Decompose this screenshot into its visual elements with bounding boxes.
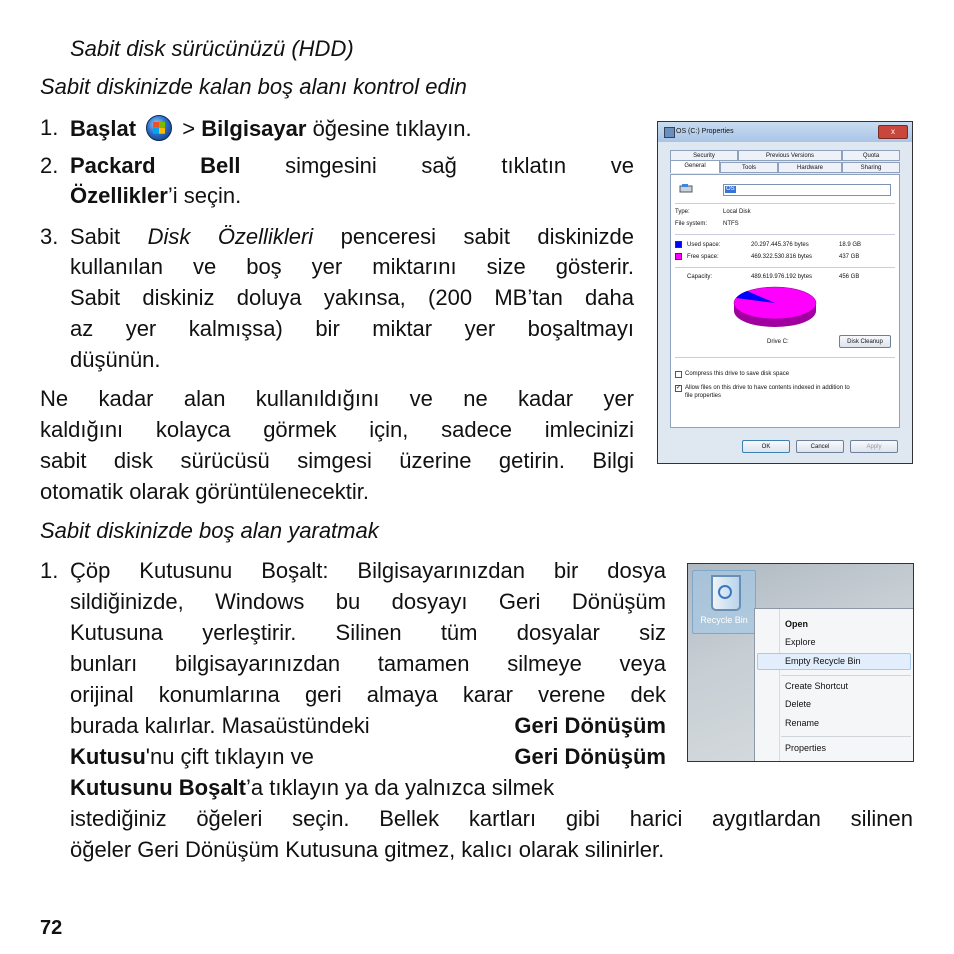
recycle-bin-label: Geri Dönüşüm — [514, 713, 666, 738]
word: Bell — [200, 153, 241, 178]
recycle-line-3: Kutusuna yerleştirir. Silinen tüm dosyalar siz — [70, 620, 666, 645]
free-space-label: Free space: — [687, 254, 719, 260]
recycle-arrows-icon — [718, 585, 732, 599]
start-label: Başlat — [70, 116, 137, 141]
menu-separator — [781, 736, 911, 737]
divider — [675, 234, 895, 235]
arrow-separator: > — [182, 116, 196, 141]
recycle-line-5: orijinal konumlarına geri almaya karar verene dek — [70, 682, 666, 707]
context-menu — [754, 608, 914, 762]
empty-recycle-bin-label: Kutusunu Boşalt — [70, 775, 246, 800]
recycle-bin-label: Kutusu — [70, 744, 146, 769]
step-3-line-4: az yer kalmışsa) bir miktar yer boşaltmayı — [70, 316, 634, 341]
used-space-gb: 18.9 GB — [839, 242, 862, 248]
used-space-label: Used space: — [687, 242, 721, 248]
step-number: 1. — [40, 115, 59, 140]
text: Sabit — [70, 224, 148, 249]
apply-button[interactable]: Apply — [850, 440, 898, 453]
menu-item-explore[interactable]: Explore — [785, 637, 816, 647]
recycle-line-10: öğeler Geri Dönüşüm Kutusuna gitmez, kalıcı olarak silinirler. — [70, 837, 665, 862]
volume-name-value: OS — [726, 186, 735, 192]
text: penceresi sabit diskinizde — [313, 224, 634, 249]
index-label-cont: file properties — [685, 393, 722, 399]
text: 'nu çift tıklayın ve — [145, 744, 314, 769]
recycle-line-7 — [70, 744, 666, 770]
recycle-line-9: istediğiniz öğeleri seçin. Bellek kartları gibi harici aygıtlardan silinen — [70, 806, 913, 831]
type-label: Type: — [675, 209, 690, 215]
step-number: 2. — [40, 153, 59, 178]
recycle-bin-icon — [711, 575, 741, 611]
subsection-heading: Sabit diskinizde kalan boş alanı kontrol edin — [40, 74, 467, 99]
tab-hardware[interactable]: Hardware — [778, 162, 842, 173]
step-1-rest: öğesine tıklayın. — [306, 116, 472, 141]
menu-item-delete[interactable]: Delete — [785, 699, 812, 709]
volume-name-input[interactable] — [723, 184, 891, 196]
filesystem-label: File system: — [675, 221, 708, 227]
recycle-line-4: bunları bilgisayarınızdan tamamen silmeye veya — [70, 651, 666, 676]
windows-start-icon — [146, 115, 172, 141]
ok-button[interactable]: OK — [742, 440, 790, 453]
step-3-line-2: kullanılan ve boş yer miktarını size gösterir. — [70, 254, 634, 279]
step-2-rest: ’i seçin. — [167, 183, 242, 208]
paragraph-line: otomatik olarak görüntülenecektir. — [40, 479, 369, 504]
menu-item-create-shortcut[interactable]: Create Shortcut — [785, 681, 849, 691]
text — [70, 744, 314, 770]
paragraph-line: sabit disk sürücüsü simgesi üzerine getirin. Bilgi — [40, 448, 634, 473]
capacity-label: Capacity: — [687, 274, 713, 280]
step-2-line-2 — [70, 183, 241, 209]
computer-label: Bilgisayar — [201, 116, 307, 141]
compress-checkbox[interactable] — [675, 371, 682, 378]
tab-row-2 — [670, 162, 900, 173]
dialog-title: OS (C:) Properties — [676, 128, 734, 135]
recycle-bin-label: Recycle Bin — [700, 615, 748, 625]
text: burada kalırlar. Masaüstündeki — [70, 713, 370, 738]
divider — [675, 357, 895, 358]
tab-previous-versions[interactable]: Previous Versions — [738, 150, 842, 161]
index-checkbox[interactable]: ✓ — [676, 385, 682, 391]
menu-item-empty-recycle-bin[interactable]: Empty Recycle Bin — [785, 656, 861, 666]
disk-cleanup-button[interactable]: Disk Cleanup — [839, 335, 891, 348]
step-1-text — [70, 115, 472, 142]
capacity-gb: 456 GB — [839, 274, 860, 280]
step-2-line-1 — [70, 153, 634, 179]
disk-properties-dialog — [657, 121, 913, 464]
type-value: Local Disk — [723, 209, 751, 215]
drive-label: Drive C: — [767, 339, 789, 345]
menu-separator — [781, 675, 911, 676]
recycle-line-2: sildiğinizde, Windows bu dosyayı Geri Dönüşüm — [70, 589, 666, 614]
filesystem-value: NTFS — [723, 221, 739, 227]
divider — [675, 203, 895, 204]
recycle-line-1: Çöp Kutusunu Boşalt: Bilgisayarınızdan bir dosya — [70, 558, 666, 583]
word: tıklatın — [501, 153, 567, 178]
word: Packard — [70, 153, 156, 178]
step-3-line-1 — [70, 224, 634, 250]
recycle-bin-screenshot — [687, 563, 914, 762]
word: simgesini — [285, 153, 377, 178]
free-space-gb: 437 GB — [839, 254, 860, 260]
section-heading: Sabit disk sürücünüzü (HDD) — [70, 36, 354, 61]
tab-general[interactable]: General — [670, 160, 720, 173]
paragraph-line: kaldığını kolayca görmek için, sadece imlecinizi — [40, 417, 634, 442]
step-3-line-5: düşünün. — [70, 347, 161, 372]
disk-properties-label: Disk Özellikleri — [147, 224, 314, 249]
menu-item-rename[interactable]: Rename — [785, 718, 820, 728]
general-panel — [670, 174, 900, 428]
recycle-line-8 — [70, 775, 554, 801]
step-number: 1. — [40, 558, 59, 583]
free-space-bytes: 469.322.530.816 bytes — [751, 254, 813, 260]
capacity-bytes: 489.619.976.192 bytes — [751, 274, 813, 280]
subsection-heading: Sabit diskinizde boş alan yaratmak — [40, 518, 379, 543]
menu-gutter — [779, 609, 780, 762]
paragraph-line: Ne kadar alan kullanıldığını ve ne kadar yer — [40, 386, 634, 411]
drive-icon — [664, 127, 675, 138]
tab-quota[interactable]: Quota — [842, 150, 900, 161]
word: ve — [610, 153, 634, 178]
disk-usage-pie-chart — [731, 285, 831, 337]
recycle-line-6 — [70, 713, 666, 739]
tab-tools[interactable]: Tools — [720, 162, 778, 173]
tab-security[interactable]: Security — [670, 150, 738, 161]
word: sağ — [421, 153, 457, 178]
properties-label: Özellikler — [70, 183, 168, 208]
divider — [675, 267, 895, 268]
used-space-swatch — [675, 241, 682, 248]
compress-label: Compress this drive to save disk space — [685, 371, 790, 377]
menu-item-open[interactable]: Open — [785, 619, 809, 629]
menu-item-properties[interactable]: Properties — [785, 743, 827, 753]
hard-drive-icon — [679, 183, 693, 194]
recycle-bin-label: Geri Dönüşüm — [514, 744, 666, 769]
close-button[interactable]: x — [878, 125, 908, 139]
used-space-bytes: 20.297.445.376 bytes — [751, 242, 809, 248]
cancel-button[interactable]: Cancel — [796, 440, 844, 453]
free-space-swatch — [675, 253, 682, 260]
tab-sharing[interactable]: Sharing — [842, 162, 900, 173]
step-3-line-3: Sabit diskiniz doluya yakınsa, (200 MB’tan daha — [70, 285, 634, 310]
text: ’a tıklayın ya da yalnızca silmek — [246, 775, 555, 800]
index-label: Allow files on this drive to have contents indexed in addition to — [685, 385, 850, 391]
step-number: 3. — [40, 224, 59, 249]
recycle-bin-desktop-icon[interactable] — [692, 570, 756, 634]
dialog-titlebar — [658, 122, 912, 142]
page-number: 72 — [40, 917, 63, 939]
